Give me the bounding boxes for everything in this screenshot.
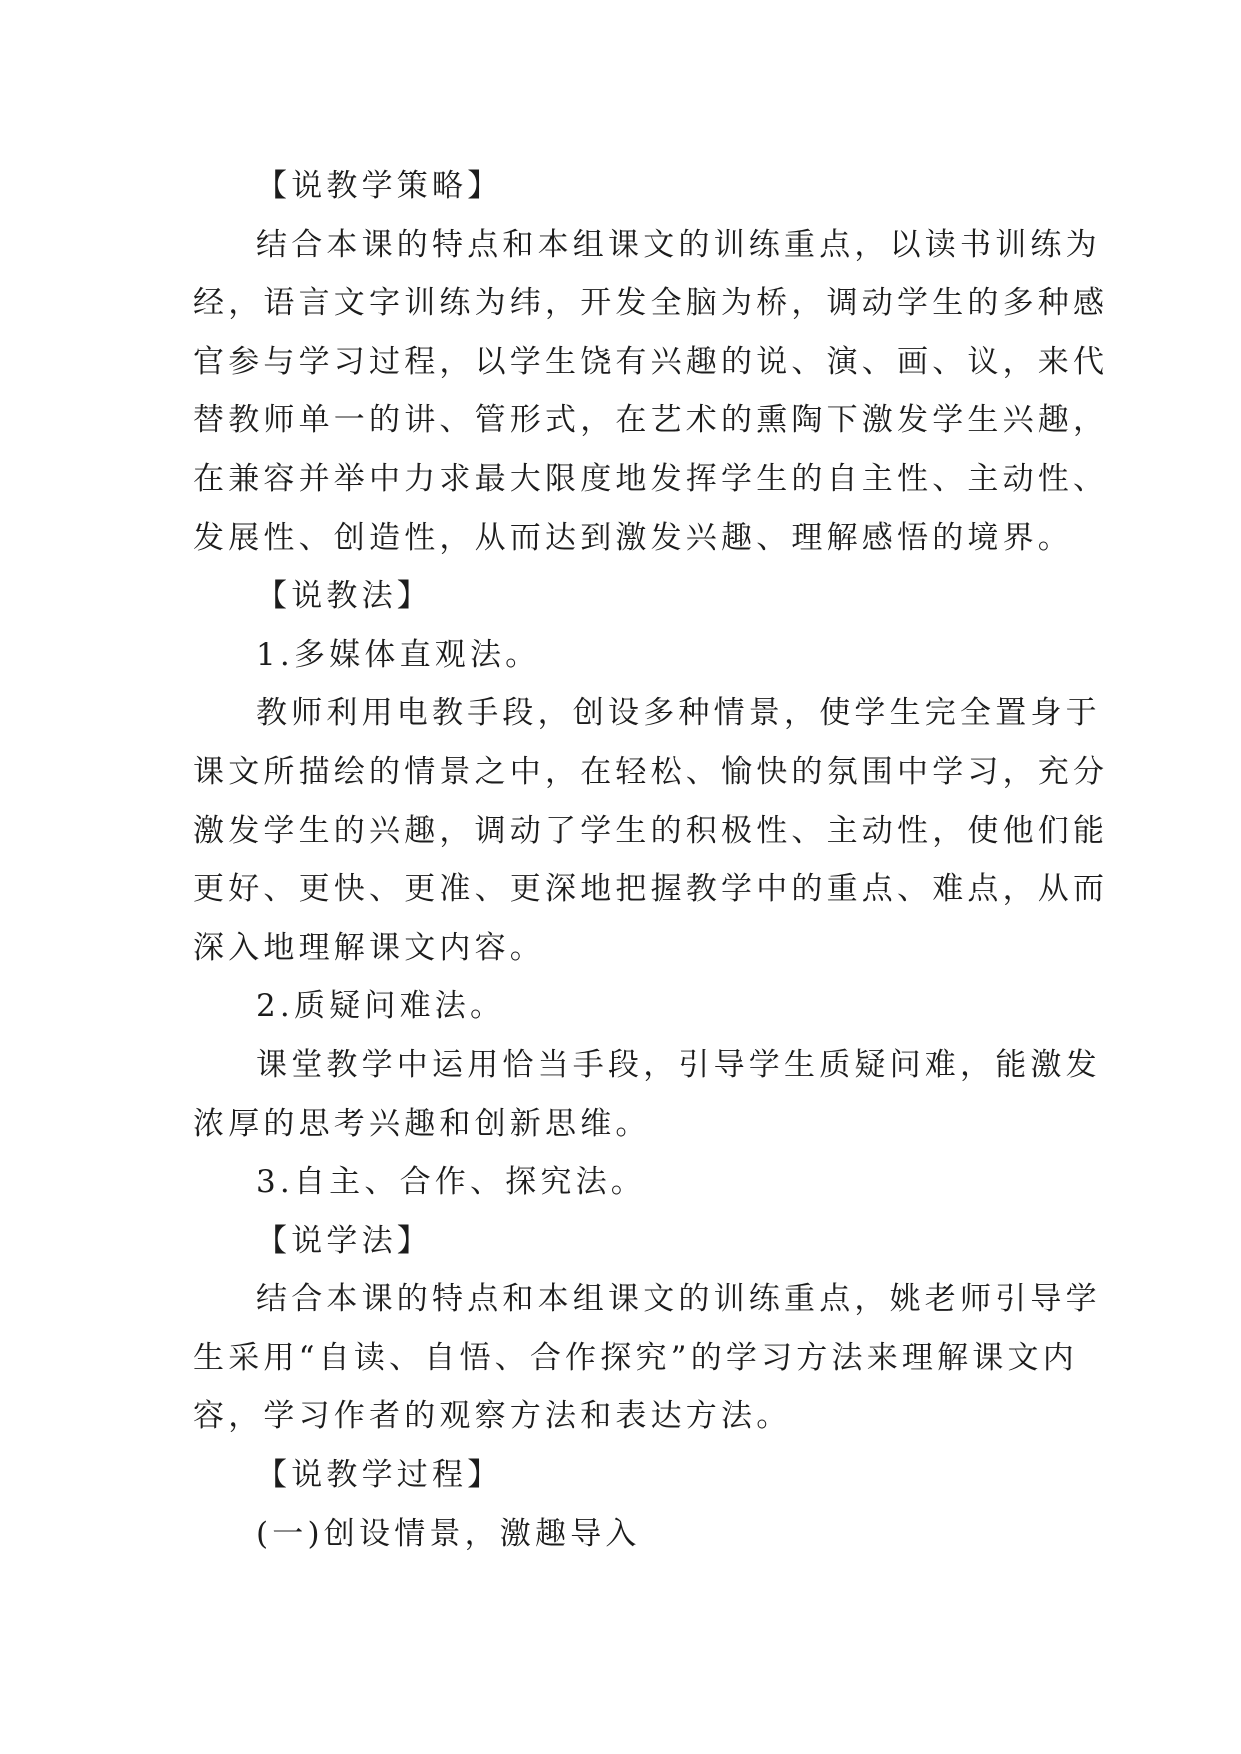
text-line: 教师利用电教手段，创设多种情景，使学生完全置身于 [256, 695, 1101, 732]
text-line: 深入地理解课文内容。 [193, 929, 545, 966]
document-body [193, 157, 1109, 1563]
text-line: 2.质疑问难法。 [256, 988, 506, 1025]
text-line: 发展性、创造性，从而达到激发兴趣、理解感悟的境界。 [193, 519, 1073, 556]
text-line: 激发学生的兴趣，调动了学生的积极性、主动性，使他们能 [193, 812, 1109, 849]
text-line: 【说学法】 [256, 1222, 432, 1259]
text-line: 结合本课的特点和本组课文的训练重点，以读书训练为 [256, 226, 1101, 263]
text-line: 官参与学习过程，以学生饶有兴趣的说、演、画、议，来代 [193, 343, 1109, 380]
text-line: 浓厚的思考兴趣和创新思维。 [193, 1105, 651, 1142]
text-line: 【说教学过程】 [256, 1457, 503, 1494]
text-line: 生采用“自读、自悟、合作探究”的学习方法来理解课文内 [193, 1339, 1078, 1376]
text-line: 1.多媒体直观法。 [256, 636, 541, 673]
text-line: 更好、更快、更准、更深地把握教学中的重点、难点，从而 [193, 871, 1109, 908]
text-line: 课文所描绘的情景之中，在轻松、愉快的氛围中学习，充分 [193, 753, 1109, 790]
text-line: 结合本课的特点和本组课文的训练重点，姚老师引导学 [256, 1281, 1101, 1318]
text-line: 容，学习作者的观察方法和表达方法。 [193, 1398, 792, 1435]
text-line: 课堂教学中运用恰当手段，引导学生质疑问难，能激发 [256, 1046, 1101, 1083]
text-line: (一)创设情景，激趣导入 [256, 1515, 641, 1552]
text-line: 经，语言文字训练为纬，开发全脑为桥，调动学生的多种感 [193, 285, 1109, 322]
text-line: 在兼容并举中力求最大限度地发挥学生的自主性、主动性、 [193, 460, 1109, 497]
text-line: 3.自主、合作、探究法。 [256, 1164, 646, 1201]
text-line: 【说教法】 [256, 578, 432, 615]
text-line: 【说教学策略】 [256, 168, 503, 204]
text-line: 替教师单一的讲、管形式，在艺术的熏陶下激发学生兴趣， [193, 402, 1109, 439]
